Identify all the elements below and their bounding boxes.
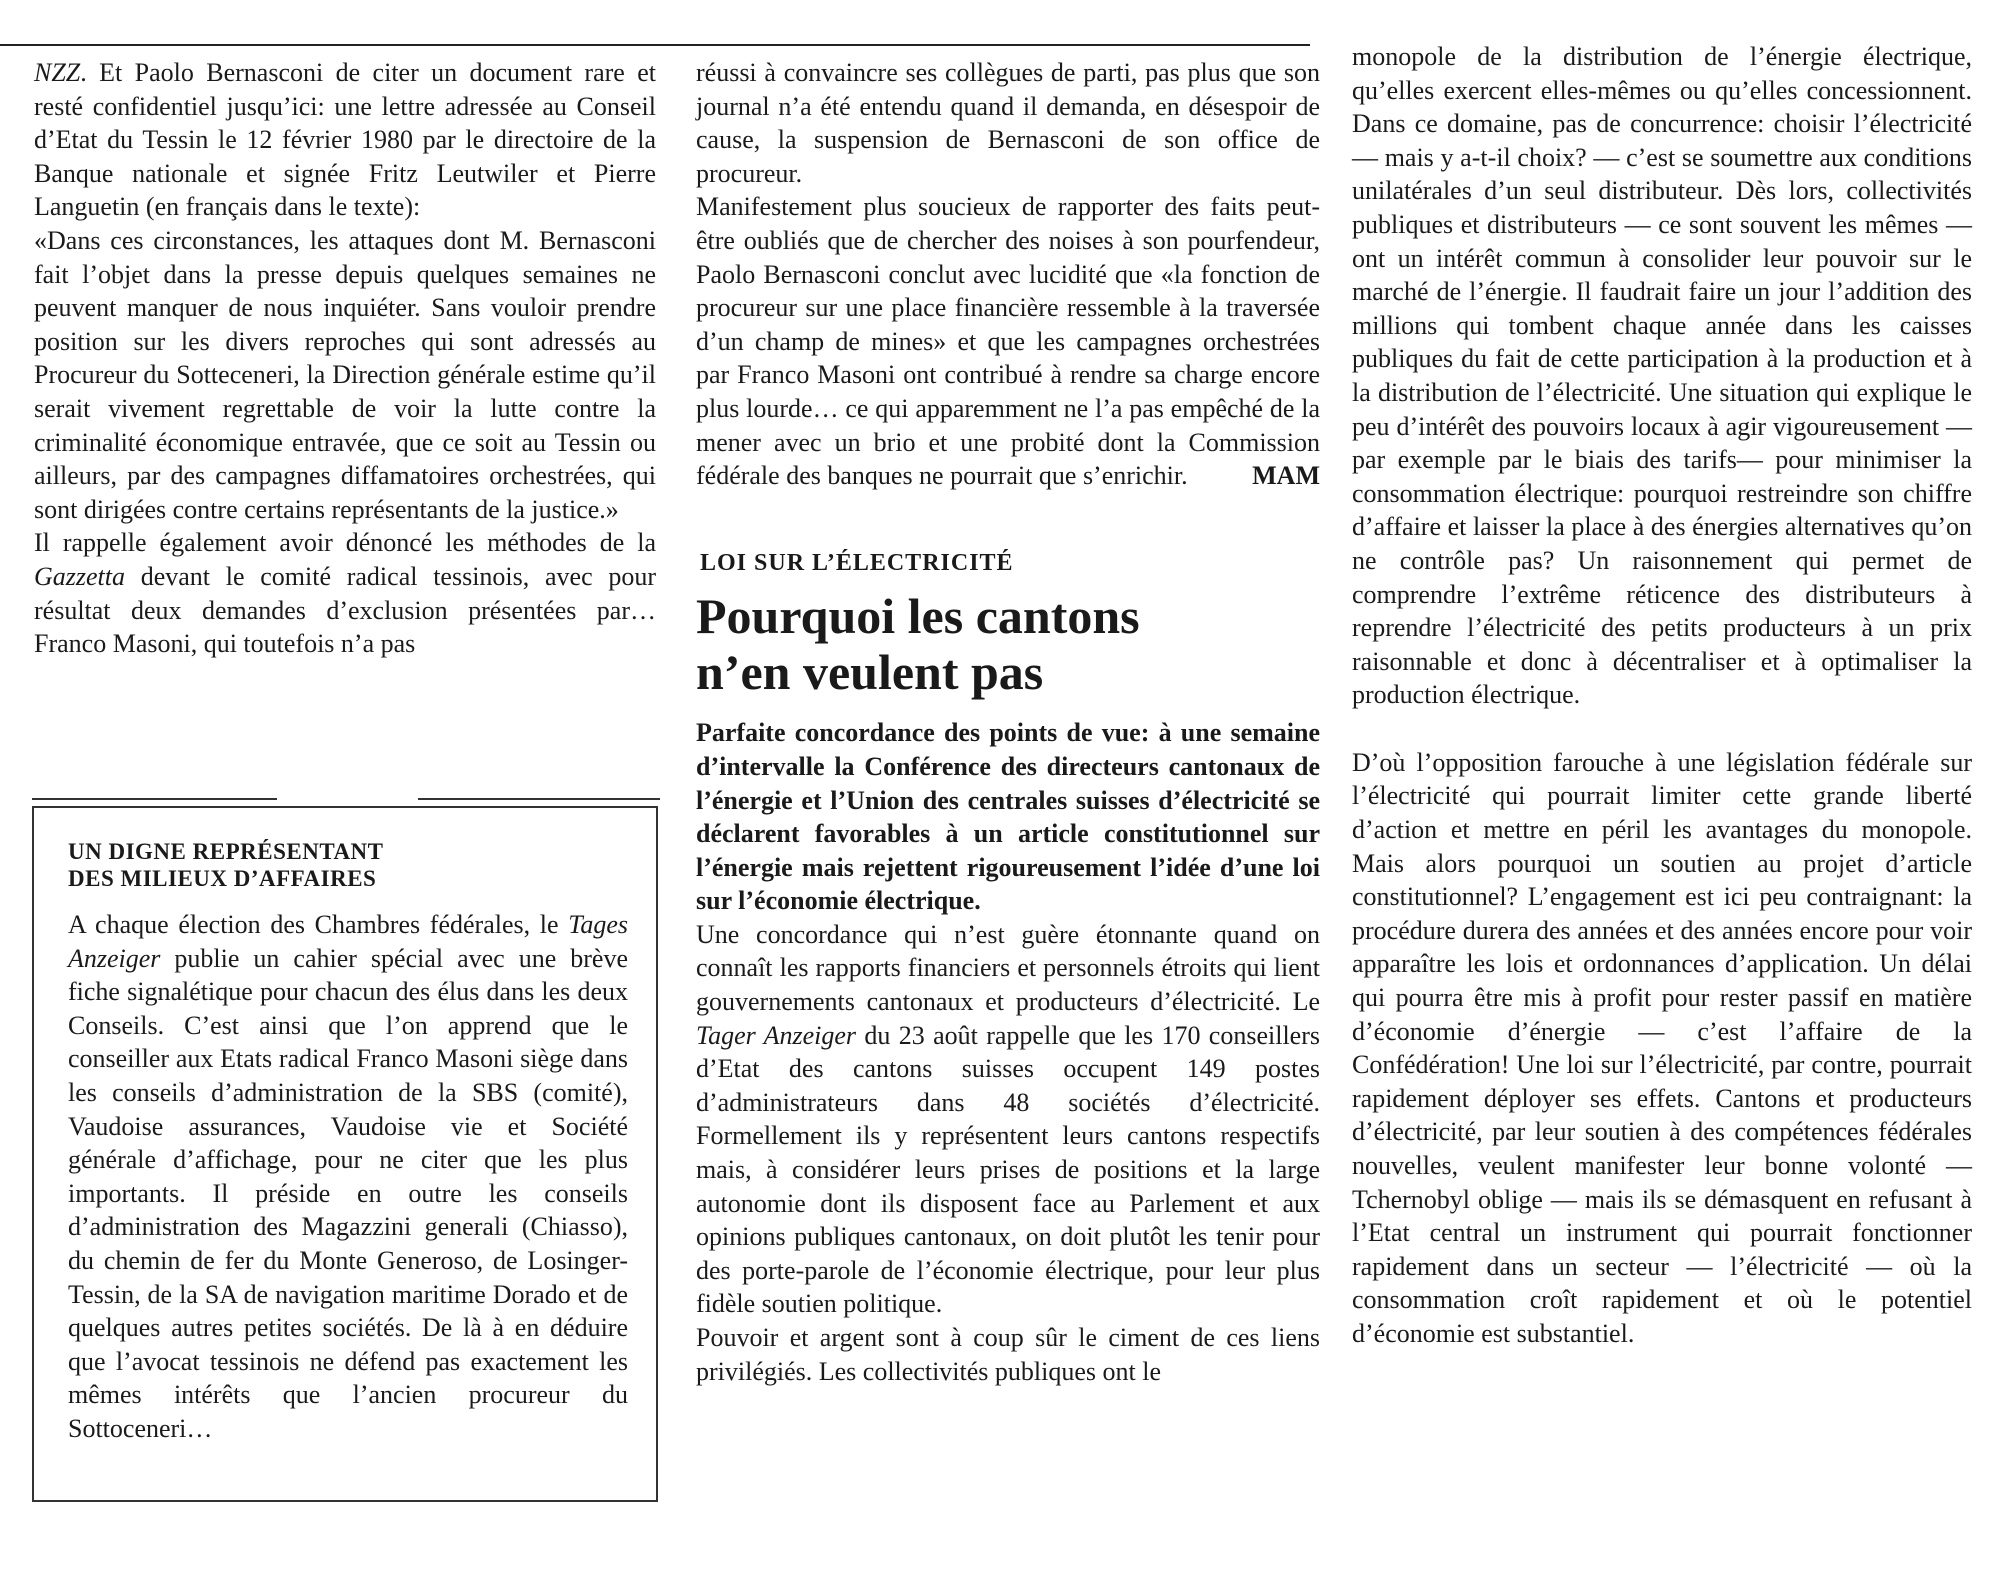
col1-paragraph-1 [34,56,656,224]
column-2 [696,56,1320,1388]
col2-paragraph-2: Manifestement plus soucieux de rapporter des faits peut-être oubliés que de chercher des noises à son pourfendeur, Paolo Bernasconi conclut avec lucidité que «la fonction de procureur sur une place financière ressemble à la traversée d’un champ de mines» et que les campagnes orchestrées par Franco Masoni ont contribué à rendre sa charge encore plus lourde… ce qui apparemment ne l’a pas empêché de la mener avec un brio et une probité dont la Commission fédérale des banques ne pourrait que s’enrichir. [696,192,1320,491]
col2-paragraph-3-b: du 23 août rappelle que les 170 conseillers d’Etat des cantons suisses occupent 149 postes d’administrateurs dans 48 sociétés d’électricité. Formellement ils y représentent leurs cantons respectifs mais, à considérer leurs prises de positions et la large autonomie dont ils disposent face au Parlement et aux opinions publiques cantonaux, on doit plutôt les tenir pour des porte-parole de l’économie électrique, pour leur plus fidèle soutien politique. [696,1020,1320,1319]
box-text [68,908,628,1446]
box-top-rule-left [32,798,277,800]
headline-line-1: Pourquoi les cantons [696,588,1140,645]
col1-paragraph-3-b: devant le comité radical tessinois, avec pour résultat deux demandes d’exclusion présentées par… Franco Masoni, qui toutefois n’a pas [34,561,656,659]
nzz-abbrev: NZZ [34,58,81,87]
box-title [68,838,628,892]
col1-paragraph-1-text: . Et Paolo Bernasconi de citer un document rare et resté confidentiel jusqu’ici: une lettre adressée au Conseil d’Etat du Tessin le 12 février 1980 par le directoire de la Banque nationale et signée Fritz Leutwiler et Pierre Languetin (en français dans le texte): [34,58,656,222]
col2-paragraph-3 [696,918,1320,1321]
headline-line-2: n’en veulent pas [696,644,1044,701]
col3-paragraph-1: monopole de la distribution de l’énergie électrique, qu’elles exercent elles-mêmes ou qu’elles concessionnent. Dans ce domaine, pas de concurrence: choisir l’électricité — mais y a-t-il choix? — c’est se soumettre aux conditions unilatérales d’un seul distributeur. Dès lors, collectivités publiques et distributeurs — ce sont souvent les mêmes — ont un intérêt commun à consolider leur pouvoir sur le marché de l’énergie. Il faudrait faire un jour l’addition des millions qui tombent chaque année dans les caisses publiques du fait de cette participation à la production et à la distribution de l’électricité. Une situation qui explique le peu d’intérêt des pouvoirs locaux à agir vigoureusement — par exemple par le biais des tarifs— pour minimiser la consommation électrique: pourquoi restreindre son chiffre d’affaire et laisser la place à des énergies alternatives qu’on ne contrôle pas? Un raisonnement qui permet de comprendre l’extrême réticence des distributeurs à reprendre l’électricité des petits producteurs à un prix raisonnable et donc à décentraliser et à optimaliser la production électrique. [1352,42,1972,710]
col1-paragraph-3 [34,526,656,660]
box-title-line-2: DES MILIEUX D’AFFAIRES [68,866,377,891]
column-1 [34,56,656,661]
author-signature: MAM [1252,461,1320,491]
col1-quote: «Dans ces circonstances, les attaques dont M. Bernasconi fait l’objet dans la presse depuis quelques semaines ne peuvent manquer de nous inquiéter. Sans vouloir prendre position sur les divers reproches qui sont adressés au Procureur du Sotteceneri, la Direction générale estime qu’il serait vivement regrettable de voir la lutte contre la criminalité économique entravée, que ce soit au Tessin ou ailleurs, par des campagnes diffamatoires orchestrées, qui sont dirigées contre certains représentants de la justice.» [34,225,656,524]
box-title-line-1: UN DIGNE REPRÉSENTANT [68,839,384,864]
col2-paragraph-3-a: Une concordance qui n’est guère étonnante quand on connaît les rapports financiers et personnels étroits qui lient gouvernements cantonaux et producteurs d’électricité. Le [696,919,1320,1017]
top-rule [0,44,1310,46]
col2-paragraph-1: réussi à convaincre ses collègues de parti, pas plus que son journal n’a été entendu quand il demanda, en désespoir de cause, la suspension de Bernasconi de son office de procureur. [696,58,1320,188]
col1-paragraph-3-a: Il rappelle également avoir dénoncé les méthodes de la [34,528,656,558]
tages-anzeiger-title: Tages Anzeiger [68,910,628,973]
gazzetta-title: Gazzetta [34,561,125,591]
box-text-a: A chaque élection des Chambres fédérales, le [68,910,569,939]
box-top-rule-right [418,798,660,800]
column-3 [1352,40,1972,1351]
article-lead: Parfaite concordance des points de vue: à une semaine d’intervalle la Conférence des directeurs cantonaux de l’énergie et l’Union des centrales suisses d’électricité se déclarent favorables à un article constitutionnel sur l’énergie mais rejettent rigoureusement l’idée d’une loi sur l’économie électrique. [696,718,1320,916]
section-kicker: LOI SUR L’ÉLECTRICITÉ [700,549,1014,576]
tager-anzeiger-title: Tager Anzeiger [696,1020,857,1050]
sidebar-box [32,806,658,1502]
box-text-b: publie un cahier spécial avec une brève fiche signalétique pour chacun des élus dans les deux Conseils. C’est ainsi que l’on apprend que le conseiller aux Etats radical Franco Masoni siège dans les conseils d’administration de la SBS (comité), Vaudoise assurances, Vaudoise vie et Société générale d’affichage, pour ne citer que les plus importants. Il préside en outre les conseils d’administration des Magazzini generali (Chiasso), du chemin de fer du Monte Generoso, de Losinger-Tessin, de la SA de navigation maritime Dorado et de quelques autres petites sociétés. De là à en déduire que l’avocat tessinois ne défend pas exactement les mêmes intérêts que l’ancien procureur du Sottoceneri… [68,943,628,1443]
paragraph-gap [1352,712,1972,746]
col3-paragraph-2: D’où l’opposition farouche à une législation fédérale sur l’électricité qui pourrait limiter cette grande liberté d’action et mettre en péril les avantages du monopole. Mais alors pourquoi un soutien au projet d’article constitutionnel? L’engagement est ici peu contraignant: la procédure durera des années et des années encore pour voir apparaître les lois et ordonnances d’application. Un délai qui pourra être mis à profit pour rester passif en matière d’économie d’énergie — c’est l’affaire de la Confédération! Une loi sur l’électricité, par contre, pourrait rapidement déployer ses effets. Cantons et producteurs d’électricité, par leur soutien à des compétences fédérales nouvelles, veulent manifester leur bonne volonté — Tchernobyl oblige — mais ils se démasquent en refusant à l’Etat central un instrument qui pourrait fonctionner rapidement dans un secteur — l’électricité — où la consommation croît rapidement et où le potentiel d’économie est substantiel. [1352,747,1972,1348]
col2-paragraph-4: Pouvoir et argent sont à coup sûr le ciment de ces liens privilégiés. Les collectivités publiques ont le [696,1323,1320,1386]
article-headline [696,588,1320,700]
